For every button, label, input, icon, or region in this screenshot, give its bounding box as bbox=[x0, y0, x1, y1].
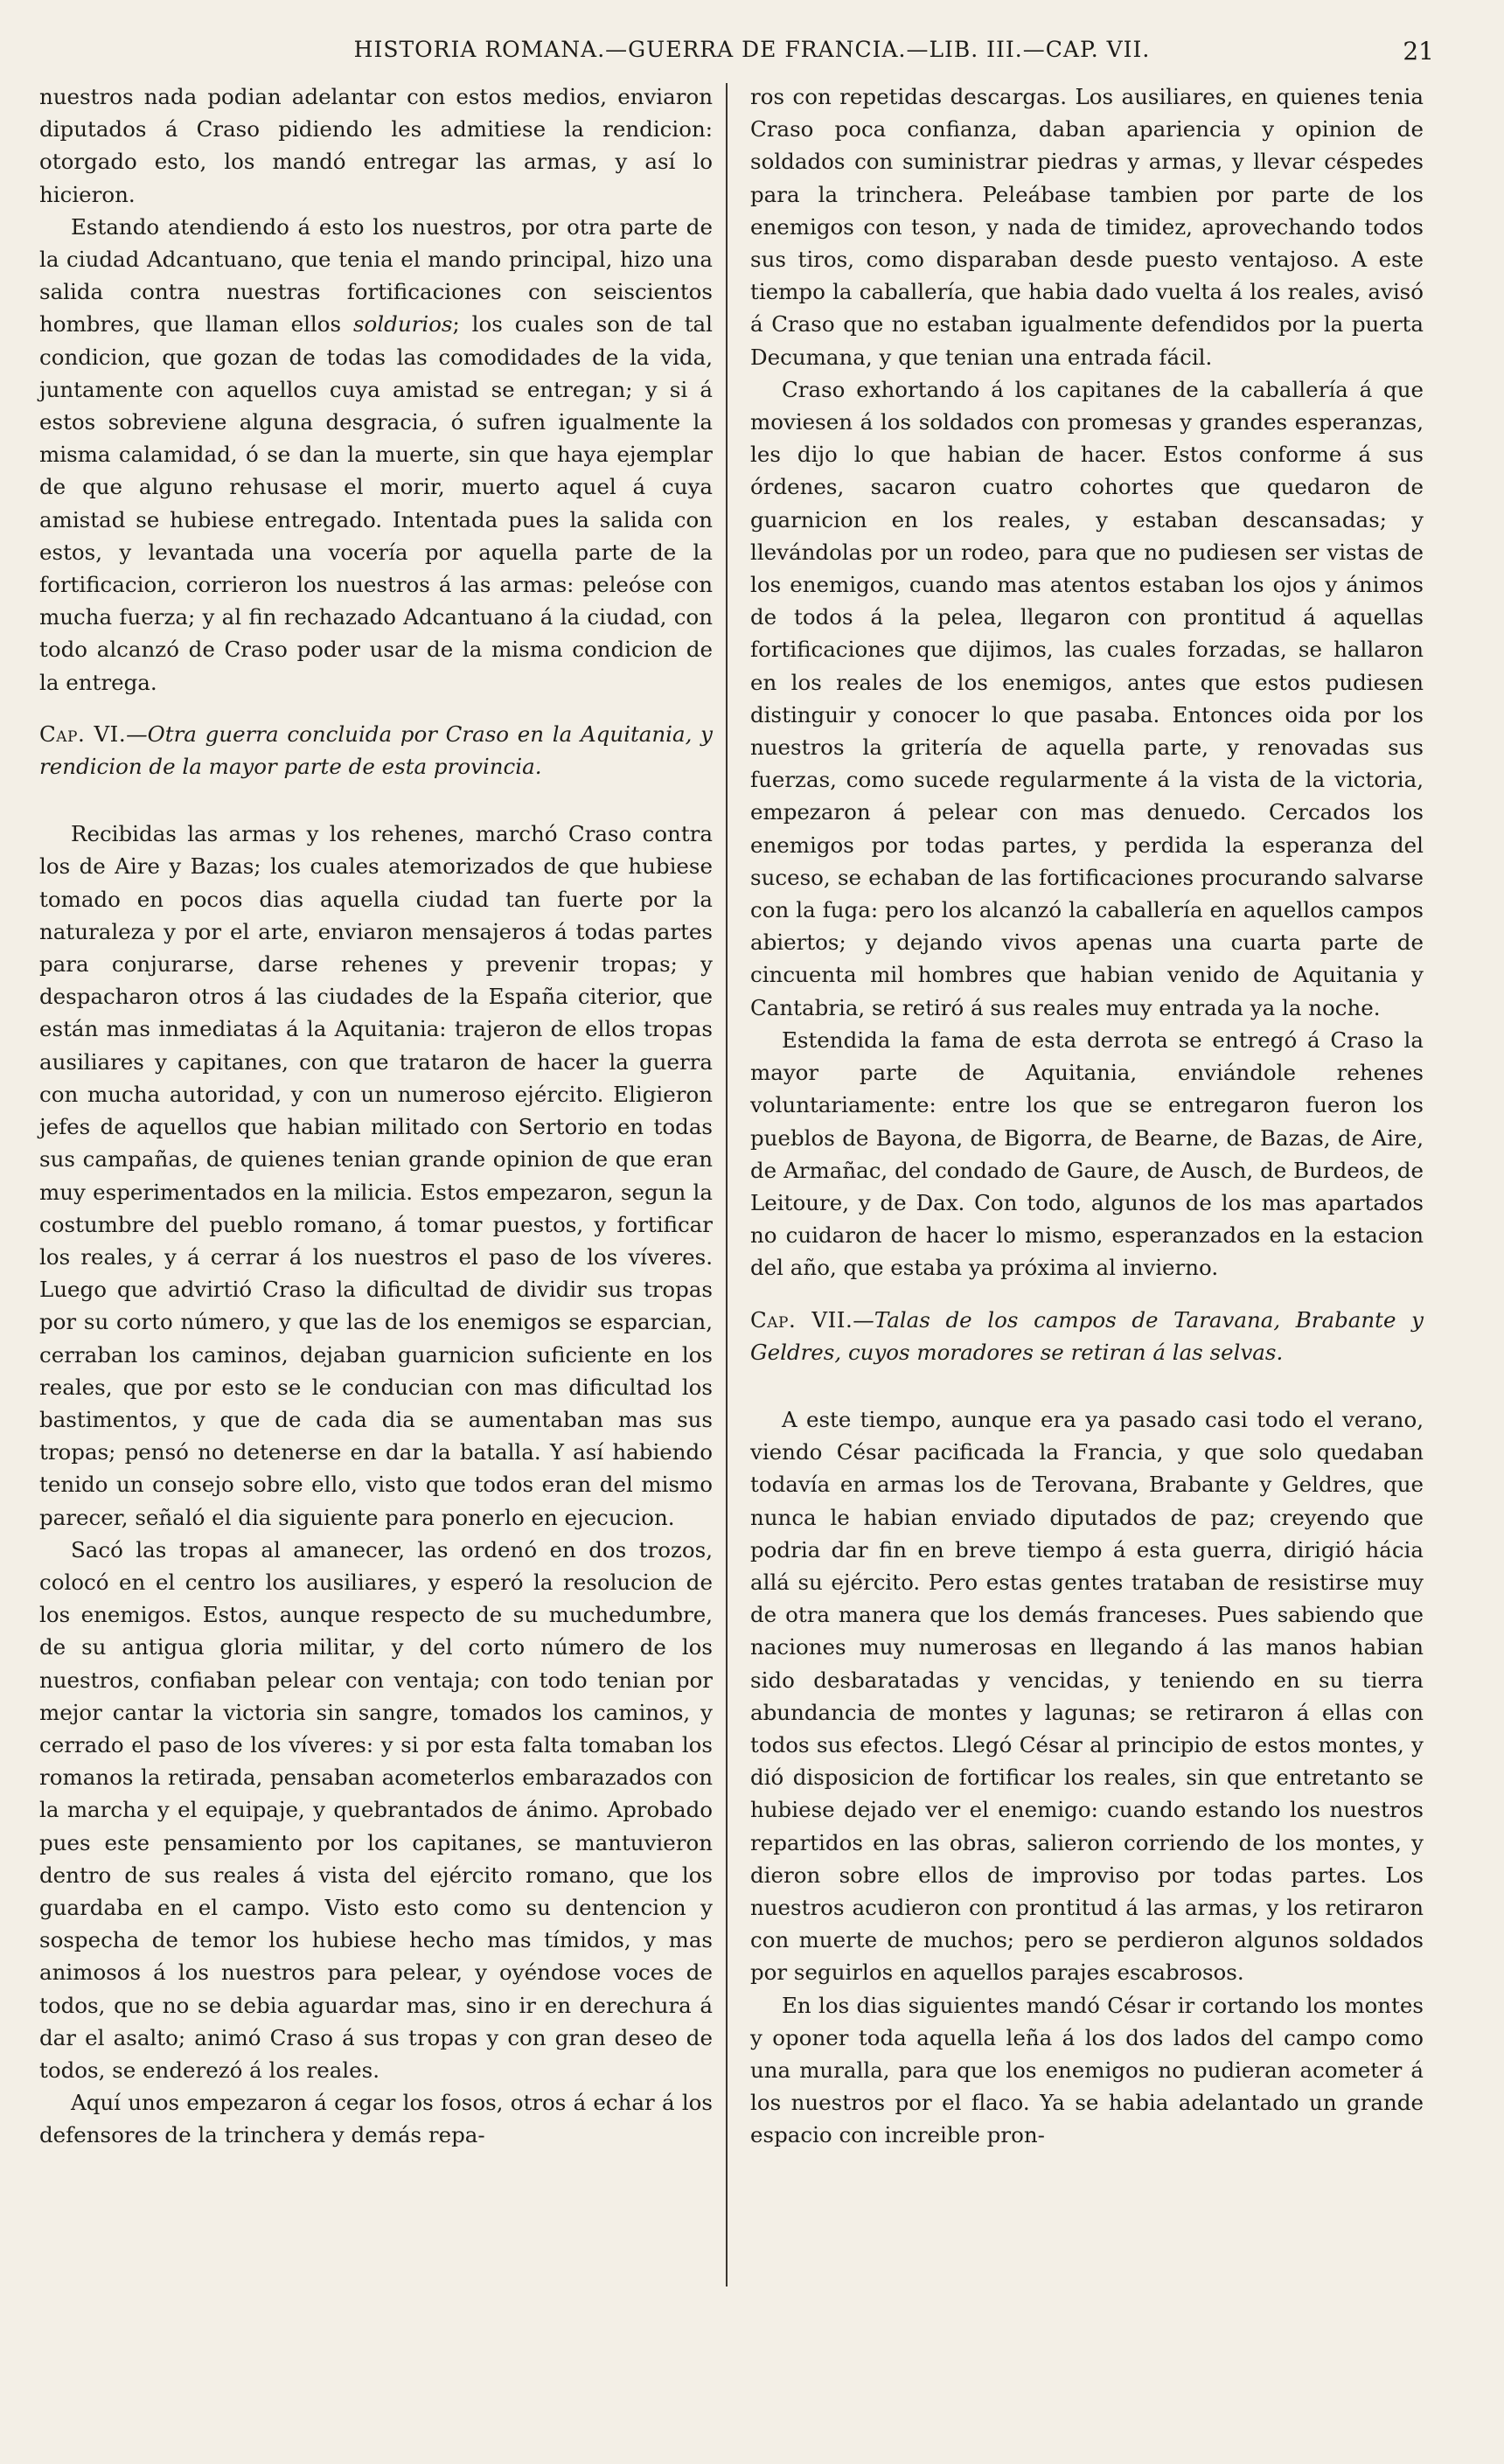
paragraph: ros con repetidas descargas. Los ausiliares, en quienes tenia Craso poca confianza, daban apariencia y opinion de soldados con suministrar piedras y armas, y llevar céspedes para la trinchera. Peleábase tambien por parte de los enemigos con teson, y nada de timidez, aprovechando todos sus tiros, como disparaban desde puesto ventajoso. A este tiempo la caballería, que habia dado vuelta á los reales, avisó á Craso que no estaban igualmente defendidos por la puerta Decumana, y que tenian una entrada fácil. bbox=[750, 84, 1424, 370]
right-column bbox=[750, 80, 1424, 2152]
chapter-label: Cap. VII. bbox=[750, 1306, 853, 1333]
italic-term: soldurios bbox=[352, 311, 453, 338]
chapter-label: Cap. VI. bbox=[39, 720, 127, 747]
running-title: HISTORIA ROMANA.—GUERRA DE FRANCIA.—LIB. III.—CAP. VII. bbox=[353, 37, 1151, 62]
paragraph bbox=[39, 211, 713, 699]
paragraph: Aquí unos empezaron á cegar los fosos, otros á echar á los defensores de la trinchera y demás repa- bbox=[39, 2090, 713, 2148]
left-column bbox=[39, 80, 713, 2152]
paragraph: En los dias siguientes mandó César ir cortando los montes y oponer toda aquella leña á los dos lados del campo como una muralla, para que los enemigos no pudieran acometer á los nuestros por el flaco. Ya se habia adelantado un grande espacio con increible pron- bbox=[750, 1992, 1424, 2148]
chapter-heading bbox=[750, 1304, 1424, 1368]
chapter-title: —Talas de los campos de Taravana, Brabante y Geldres, cuyos moradores se retiran á las selvas. bbox=[750, 1306, 1424, 1365]
chapter-title: —Otra guerra concluida por Craso en la Aquitania, y rendicion de la mayor parte de esta provincia. bbox=[39, 720, 713, 780]
paragraph: Craso exhortando á los capitanes de la caballería á que moviesen á los soldados con promesas y grandes esperanzas, les dijo lo que habian de hacer. Estos conforme á sus órdenes, sacaron cuatro cohortes que quedaron de guarnicion en los reales, y estaban descansadas; y llevándolas por un rodeo, para que no pudiesen ser vistas de los enemigos, cuando mas atentos estaban los ojos y ánimos de todos á la pelea, llegaron con prontitud á aquellas fortificaciones que dijimos, las cuales forzadas, se hallaron en los reales de los enemigos, antes que estos pudiesen distinguir y conocer lo que pasaba. Entonces oida por los nuestros la gritería de aquella parte, y renovadas sus fuerzas, como sucede regularmente á la vista de la victoria, empezaron á pelear con mas denuedo. Cercados los enemigos por todas partes, y perdida la esperanza del suceso, se echaban de las fortificaciones procurando salvarse con la fuga: pero los alcanzó la caballería en aquellos campos abiertos; y dejando vivos apenas una cuarta parte de cincuenta mil hombres que habian venido de Aquitania y Cantabria, se retiró á sus reales muy entrada ya la noche. bbox=[750, 376, 1424, 1020]
paragraph: A este tiempo, aunque era ya pasado casi todo el verano, viendo César pacificada la Francia, y que solo quedaban todavía en armas los de Terovana, Brabante y Geldres, que nunca le habian enviado diputados de paz; creyendo que podria dar fin en breve tiempo á esta guerra, dirigió hácia allá su ejército. Pero estas gentes trataban de resistirse muy de otra manera que los demás franceses. Pues sabiendo que naciones muy numerosas en llegando á las manos habian sido desbaratadas y vencidas, y teniendo en su tierra abundancia de montes y lagunas; se retiraron á ellas con todos sus efectos. Llegó César al principio de estos montes, y dió disposicion de fortificar los reales, sin que entretanto se hubiese dejado ver el enemigo: cuando estando los nuestros repartidos en las obras, salieron corriendo de los montes, y dieron sobre ellos de improviso por todas partes. Los nuestros acudieron con prontitud á las armas, y los retiraron con muerte de muchos; pero se perdieron algunos soldados por seguirlos en aquellos parajes escabrosos. bbox=[750, 1406, 1424, 1986]
paragraph: Sacó las tropas al amanecer, las ordenó en dos trozos, colocó en el centro los ausiliares, y esperó la resolucion de los enemigos. Estos, aunque respecto de su muchedumbre, de su antigua gloria militar, y del corto número de los nuestros, confiaban pelear con ventaja; con todo tenian por mejor cantar la victoria sin sangre, tomados los caminos, y cerrado el paso de los víveres: y si por esta falta tomaban los romanos la retirada, pensaban acometerlos embarazados con la marcha y el equipaje, y quebrantados de ánimo. Aprobado pues este pensamiento por los capitanes, se mantuvieron dentro de sus reales á vista del ejército romano, que los guardaba en el campo. Visto esto como su dentencion y sospecha de temor los hubiese hecho mas tímidos, y mas animosos á los nuestros para pelear, y oyéndose voces de todos, que no se debia aguardar mas, sino ir en derechura á dar el asalto; animó Craso á sus tropas y con gran deseo de todos, se enderezó á los reales. bbox=[39, 1536, 713, 2083]
page-number: 21 bbox=[1403, 37, 1434, 66]
paragraph: Recibidas las armas y los rehenes, marchó Craso contra los de Aire y Bazas; los cuales atemorizados de que hubiese tomado en pocos dias aquella ciudad tan fuerte por la naturaleza y por el arte, enviaron mensajeros á todas partes para conjurarse, darse rehenes y prevenir tropas; y despacharon otros á las ciudades de la España citerior, que están mas inmediatas á la Aquitania: trajeron de ellos tropas ausiliares y capitanes, con que trataron de hacer la guerra con mucha autoridad, y con un numeroso ejército. Eligieron jefes de aquellos que habian militado con Sertorio en todas sus campañas, de quienes tenian grande opinion de que eran muy esperimentados en la milicia. Estos empezaron, segun la costumbre del pueblo romano, á tomar puestos, y fortificar los reales, y á cerrar á los nuestros el paso de los víveres. Luego que advirtió Craso la dificultad de dividir sus tropas por su corto número, y que las de los enemigos se esparcian, cerraban los caminos, dejaban guarnicion suficiente en los reales, que por esto se le conducian con mas dificultad los bastimentos, y que de cada dia se aumentaban mas sus tropas; pensó no detenerse en dar la batalla. Y así habiendo tenido un consejo sobre ello, visto que todos eran del mismo parecer, señaló el dia siguiente para ponerlo en ejecucion. bbox=[39, 821, 713, 1530]
paragraph-text: ; los cuales son de tal condicion, que gozan de todas las comodidades de la vida, juntamente con aquellos cuya amistad se entregan; y si á estos sobreviene alguna desgracia, ó sufren igualmente la misma calamidad, ó se dan la muerte, sin que haya ejemplar de que alguno rehusase el morir, muerto aquel á cuya amistad se hubiese entregado. Intentada pues la salida con estos, y levantada una vocería por aquella parte de la fortificacion, corrieron los nuestros á las armas: peleóse con mucha fuerza; y al fin rechazado Adcantuano á la ciudad, con todo alcanzó de Craso poder usar de la misma condicion de la entrega. bbox=[39, 311, 713, 695]
paragraph: nuestros nada podian adelantar con estos medios, enviaron diputados á Craso pidiendo les admitiese la rendicion: otorgado esto, los mandó entregar las armas, y así lo hicieron. bbox=[39, 84, 713, 207]
chapter-heading bbox=[39, 718, 713, 783]
column-divider bbox=[726, 83, 728, 2287]
paragraph: Estendida la fama de esta derrota se entregó á Craso la mayor parte de Aquitania, enviándole rehenes voluntariamente: entre los que se entregaron fueron los pueblos de Bayona, de Bigorra, de Bearne, de Bazas, de Aire, de Armañac, del condado de Gaure, de Ausch, de Burdeos, de Leitoure, y de Dax. Con todo, algunos de los mas apartados no cuidaron de hacer lo mismo, esperanzados en la estacion del año, que estaba ya próxima al invierno. bbox=[750, 1027, 1424, 1281]
running-header bbox=[35, 37, 1469, 72]
paragraph-text: Estando atendiendo á esto los nuestros, por otra parte de la ciudad Adcantuano, que tenia el mando principal, hizo una salida contra nuestras fortificaciones con seiscientos hombres, que llaman ellos bbox=[39, 213, 713, 338]
